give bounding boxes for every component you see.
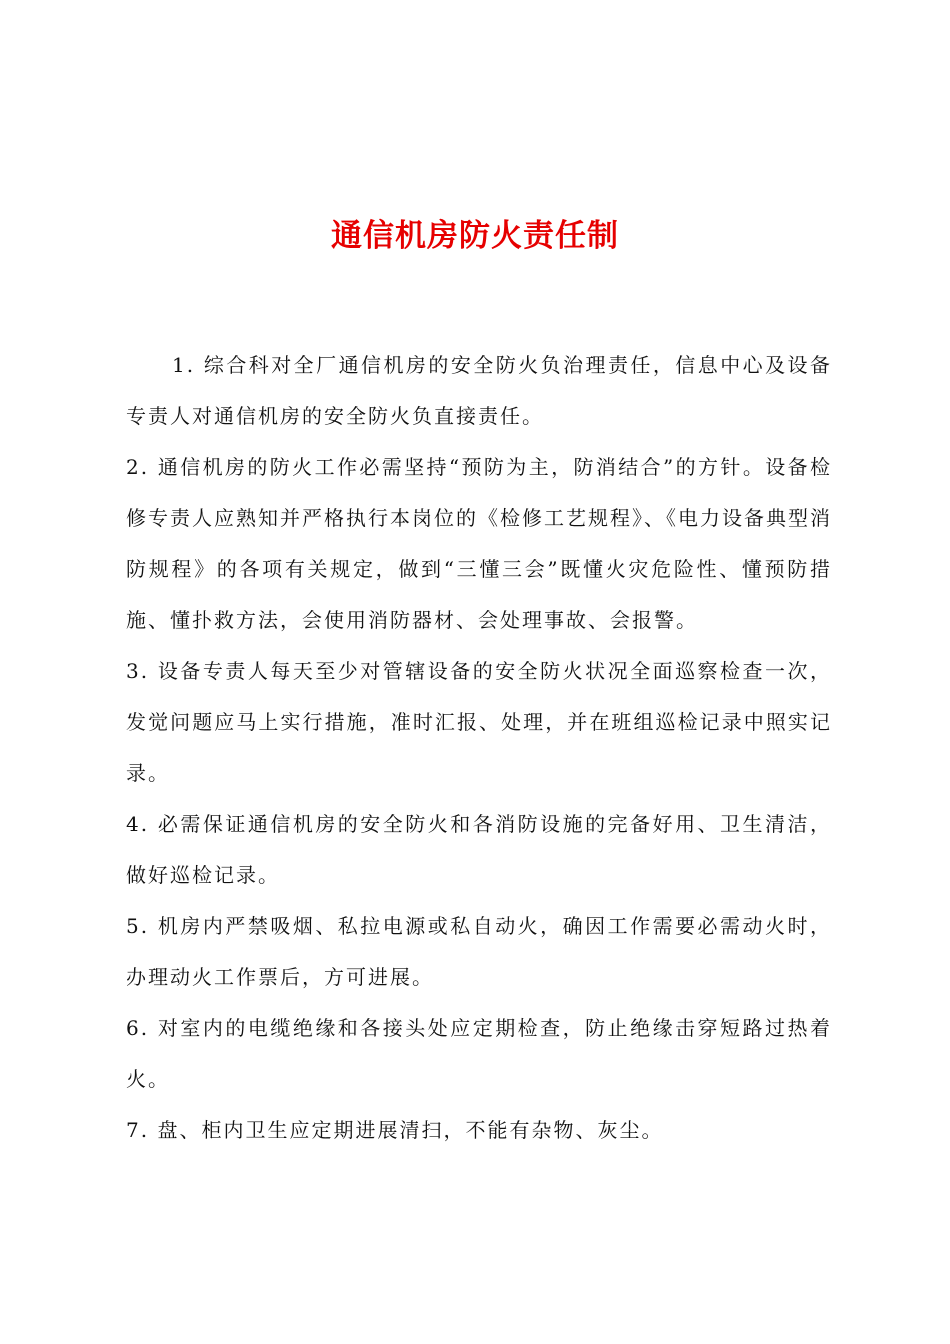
clause-5: 5. 机房内严禁吸烟、私拉电源或私自动火，确因工作需要必需动火时，办理动火工作票后，方可进展。 xyxy=(126,914,832,989)
clause-3: 3. 设备专责人每天至少对管辖设备的安全防火状况全面巡察检查一次，发觉问题应马上实行措施，准时汇报、处理，并在班组巡检记录中照实记录。 xyxy=(126,659,832,785)
clause-7: 7. 盘、柜内卫生应定期进展清扫，不能有杂物、灰尘。 xyxy=(126,1118,664,1142)
clause-6: 6. 对室内的电缆绝缘和各接头处应定期检查，防止绝缘击穿短路过热着火。 xyxy=(126,1016,832,1091)
clause-2: 2. 通信机房的防火工作必需坚持“预防为主，防消结合”的方针。设备检修专责人应熟知并严格执行本岗位的《检修工艺规程》、《电力设备典型消防规程》的各项有关规定，做到“三懂三会”既懂火灾危险性、懂预防措施、懂扑救方法，会使用消防器材、会处理事故、会报警。 xyxy=(126,455,832,632)
document-title: 通信机房防火责任制 xyxy=(331,218,619,254)
clause-4: 4. 必需保证通信机房的安全防火和各消防设施的完备好用、卫生清洁，做好巡检记录。 xyxy=(126,812,832,887)
clause-1: 1. 综合科对全厂通信机房的安全防火负治理责任，信息中心及设备专责人对通信机房的安全防火负直接责任。 xyxy=(126,353,832,428)
document-body xyxy=(126,340,832,1156)
